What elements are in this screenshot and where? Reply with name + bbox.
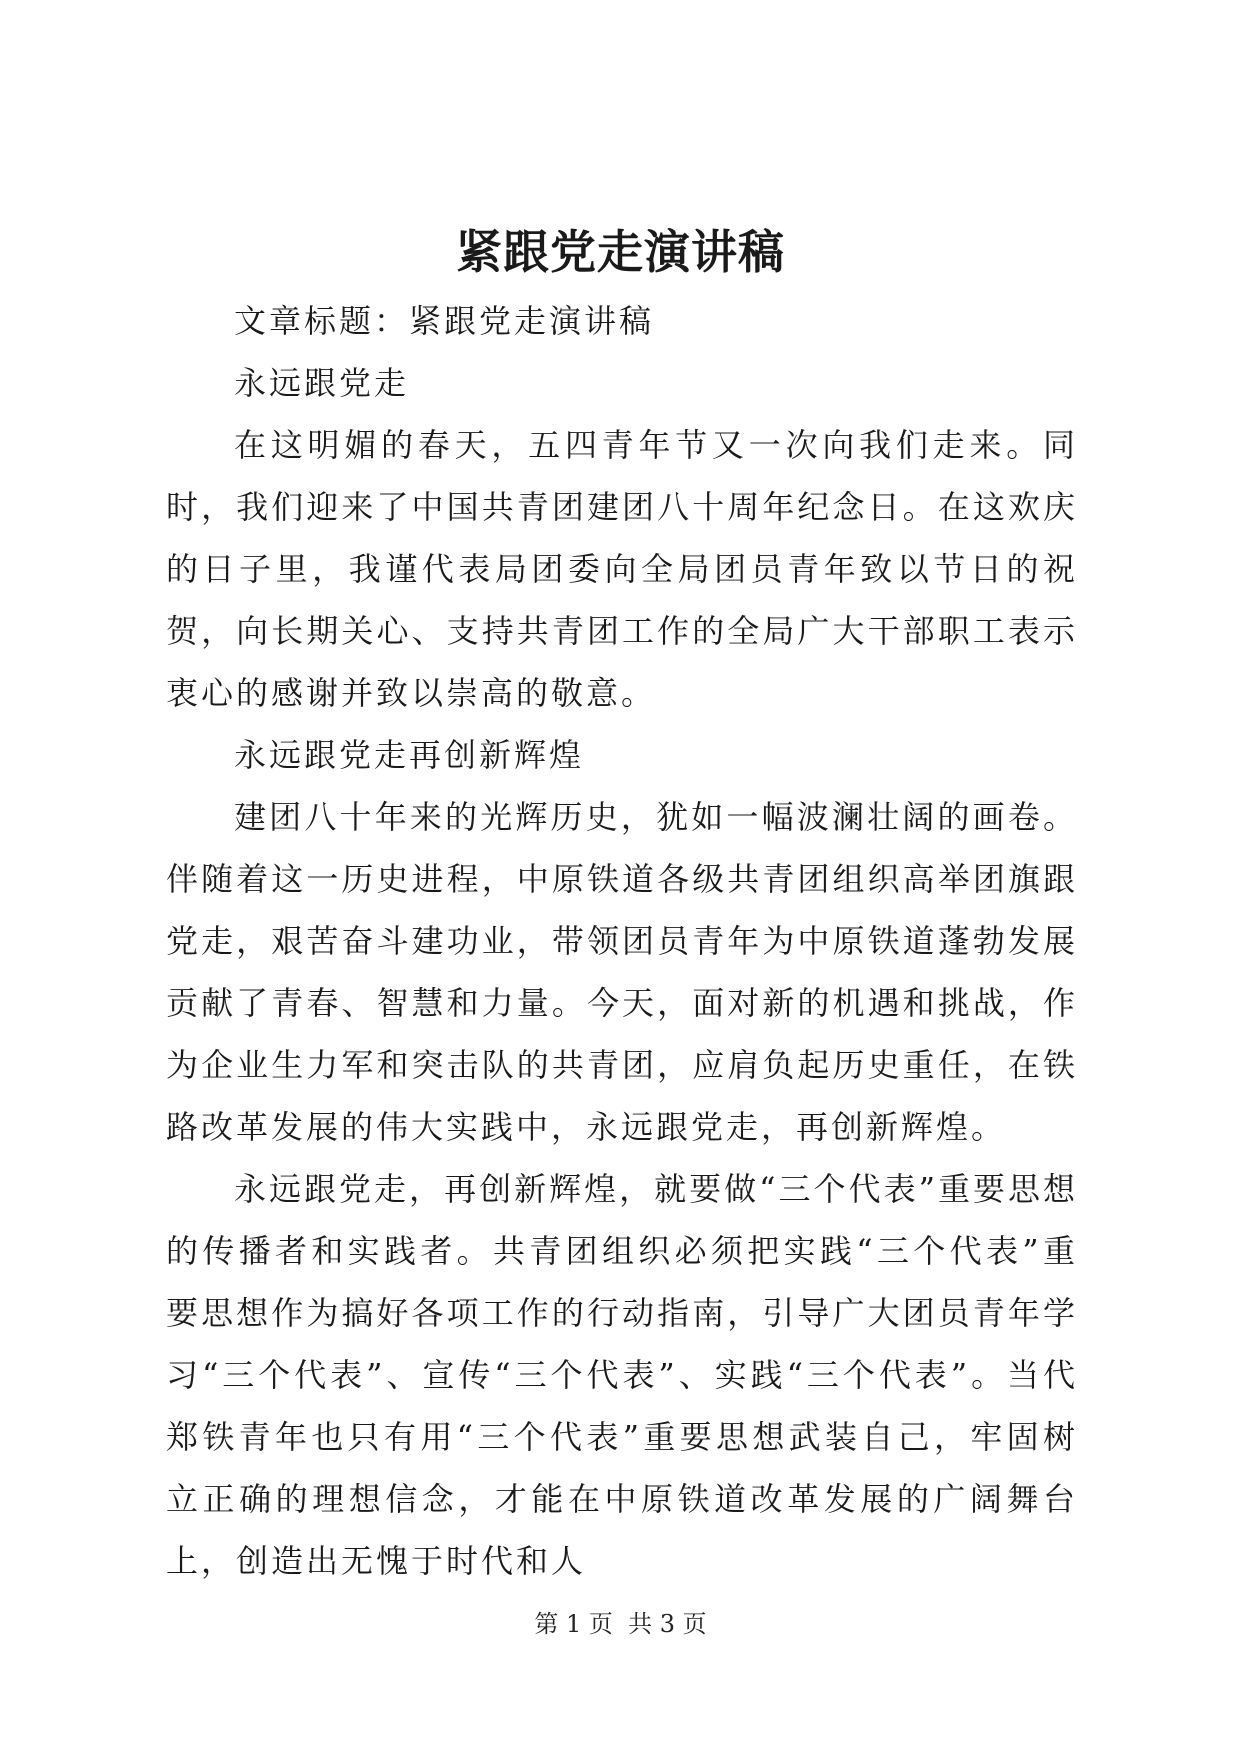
document-title: 紧跟党走演讲稿 xyxy=(456,225,785,279)
paragraph-1: 在这明媚的春天，五四青年节又一次向我们走来。同时，我们迎来了中国共青团建团八十周年纪念日。在这欢庆的日子里，我谨代表局团委向全局团员青年致以节日的祝贺，向长期关心、支持共青团工作的全局广大干部职工表示衷心的感谢并致以崇高的敬意。 xyxy=(166,426,1078,712)
paragraph-3: 永远跟党走，再创新辉煌，就要做“三个代表”重要思想的传播者和实践者。共青团组织必须把实践“三个代表”重要思想作为搞好各项工作的行动指南，引导广大团员青年学习“三个代表”、宣传“三个代表”、实践“三个代表”。当代郑铁青年也只有用“三个代表”重要思想武装自己，牢固树立正确的理想信念，才能在中原铁道改革发展的广阔舞台上，创造出无愧于时代和人 xyxy=(166,1170,1078,1580)
paragraph-heading-1: 永远跟党走 xyxy=(234,364,410,402)
document-body xyxy=(166,290,1078,1592)
page-footer xyxy=(0,1608,1241,1640)
page-number: 第 1 页 共 3 页 xyxy=(534,1610,707,1638)
paragraph-article-title: 文章标题：紧跟党走演讲稿 xyxy=(234,302,655,340)
paragraph-heading-2: 永远跟党走再创新辉煌 xyxy=(234,736,585,774)
paragraph-2: 建团八十年来的光辉历史，犹如一幅波澜壮阔的画卷。伴随着这一历史进程，中原铁道各级共青团组织高举团旗跟党走，艰苦奋斗建功业，带领团员青年为中原铁道蓬勃发展贡献了青春、智慧和力量。今天，面对新的机遇和挑战，作为企业生力军和突击队的共青团，应肩负起历史重任，在铁路改革发展的伟大实践中，永远跟党走，再创新辉煌。 xyxy=(166,798,1078,1146)
